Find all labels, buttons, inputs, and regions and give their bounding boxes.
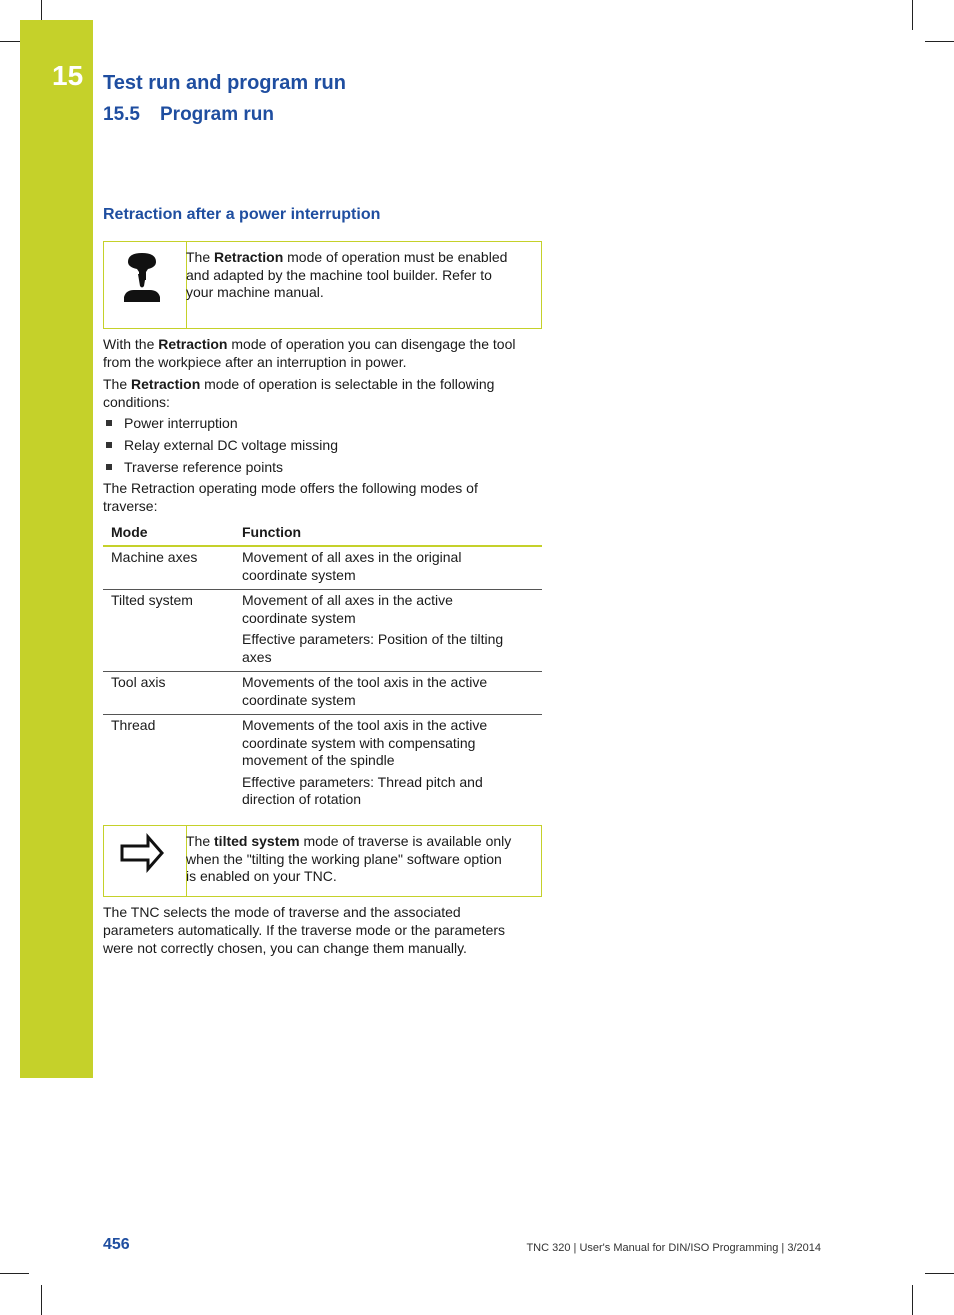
table-cell-function: [242, 592, 503, 666]
table-row-rule: [103, 671, 542, 672]
chapter-title: Test run and program run: [103, 72, 346, 94]
note-text: [186, 249, 531, 302]
bullet-icon: [106, 442, 112, 448]
note-text-prefix: The: [186, 249, 215, 265]
table-cell-mode: Thread: [111, 717, 156, 733]
bold-term: Retraction: [131, 376, 201, 392]
table-cell-function: [242, 549, 461, 584]
paragraph-line: from the workpiece after an interruption in power.: [103, 354, 407, 370]
cell-line: movement of the spindle: [242, 752, 395, 768]
table-row-rule: [103, 589, 542, 590]
chapter-side-bar: [20, 20, 93, 1078]
note-icon-cell: [104, 826, 187, 896]
paragraph-prefix: With the: [103, 336, 159, 352]
note-text-line: mode of operation must be enabled: [283, 249, 508, 265]
crop-mark: [912, 0, 913, 30]
chapter-number: 15: [52, 60, 84, 91]
paragraph: [103, 479, 543, 515]
note-text-prefix: The: [186, 833, 215, 849]
paragraph-prefix: The: [103, 376, 132, 392]
table-row-rule: [103, 714, 542, 715]
paragraph-line: traverse:: [103, 498, 158, 514]
cell-line: Effective parameters: Thread pitch and: [242, 773, 483, 790]
crop-mark: [0, 1273, 29, 1274]
paragraph-line: conditions:: [103, 394, 170, 410]
paragraph: [103, 335, 543, 371]
cell-line: Movement of all axes in the original: [242, 549, 462, 565]
bullet-icon: [106, 464, 112, 470]
machine-tool-icon: [104, 242, 186, 328]
cell-line: axes: [242, 648, 272, 665]
paragraph-line: were not correctly chosen, you can change them manually.: [103, 940, 467, 956]
paragraph-line: mode of operation you can disengage the tool: [227, 336, 516, 352]
note-text-line: mode of traverse is available only: [299, 833, 512, 849]
paragraph-line: parameters automatically. If the traverse mode or the parameters: [103, 922, 506, 938]
paragraph-line: The TNC selects the mode of traverse and the associated: [103, 904, 461, 920]
table-header-rule: [103, 545, 542, 547]
list-item-text: Relay external DC voltage missing: [124, 437, 338, 453]
table-cell-function: [242, 674, 487, 709]
bold-term: Retraction: [158, 336, 228, 352]
bullet-icon: [106, 420, 112, 426]
section-title: [103, 104, 274, 126]
list-item-text: Traverse reference points: [124, 459, 283, 475]
table-header-function: Function: [242, 524, 302, 540]
note-text: [186, 833, 531, 886]
crop-mark: [0, 41, 20, 42]
footer-text: TNC 320 | User's Manual for DIN/ISO Programming | 3/2014: [526, 1242, 821, 1254]
table-header-mode: Mode: [111, 524, 148, 540]
section-number: 15.5: [103, 104, 140, 125]
cell-line: Effective parameters: Position of the tilting: [242, 631, 504, 647]
arrow-right-icon: [104, 826, 186, 896]
note-bold-term: Retraction: [214, 249, 284, 265]
table-cell-mode: Machine axes: [111, 549, 198, 565]
cell-line: direction of rotation: [242, 791, 362, 807]
table-cell-mode: Tilted system: [111, 592, 193, 608]
cell-line: coordinate system: [242, 691, 356, 708]
crop-mark: [41, 0, 42, 20]
crop-mark: [41, 1285, 42, 1315]
subheading: Retraction after a power interruption: [103, 206, 381, 223]
paragraph-line: The Retraction operating mode offers the following modes of: [103, 480, 478, 496]
cell-line: coordinate system with compensating: [242, 734, 476, 751]
crop-mark: [912, 1285, 913, 1315]
tip-note-box: [103, 825, 542, 897]
note-text-line: your machine manual.: [186, 284, 324, 300]
page-number: 456: [103, 1236, 130, 1253]
cell-line: Movement of all axes in the active: [242, 592, 453, 608]
crop-mark: [925, 41, 954, 42]
table-cell-function: [242, 717, 487, 809]
paragraph-line: mode of operation is selectable in the following: [200, 376, 495, 392]
cell-line: Movements of the tool axis in the active: [242, 717, 488, 733]
cell-line: coordinate system: [242, 566, 356, 583]
note-text-line: is enabled on your TNC.: [186, 868, 337, 884]
note-text-line: when the "tilting the working plane" software option: [186, 850, 502, 867]
crop-mark: [925, 1273, 954, 1274]
note-bold-term: tilted system: [214, 833, 300, 849]
paragraph: [103, 903, 543, 957]
cell-line: coordinate system: [242, 609, 356, 626]
note-text-line: and adapted by the machine tool builder. Refer to: [186, 266, 492, 283]
list-item-text: Power interruption: [124, 415, 238, 431]
machine-note-box: [103, 241, 542, 329]
paragraph: [103, 375, 543, 411]
section-name: Program run: [160, 104, 275, 125]
table-cell-mode: Tool axis: [111, 674, 166, 690]
note-icon-cell: [104, 242, 187, 328]
cell-line: Movements of the tool axis in the active: [242, 674, 488, 690]
